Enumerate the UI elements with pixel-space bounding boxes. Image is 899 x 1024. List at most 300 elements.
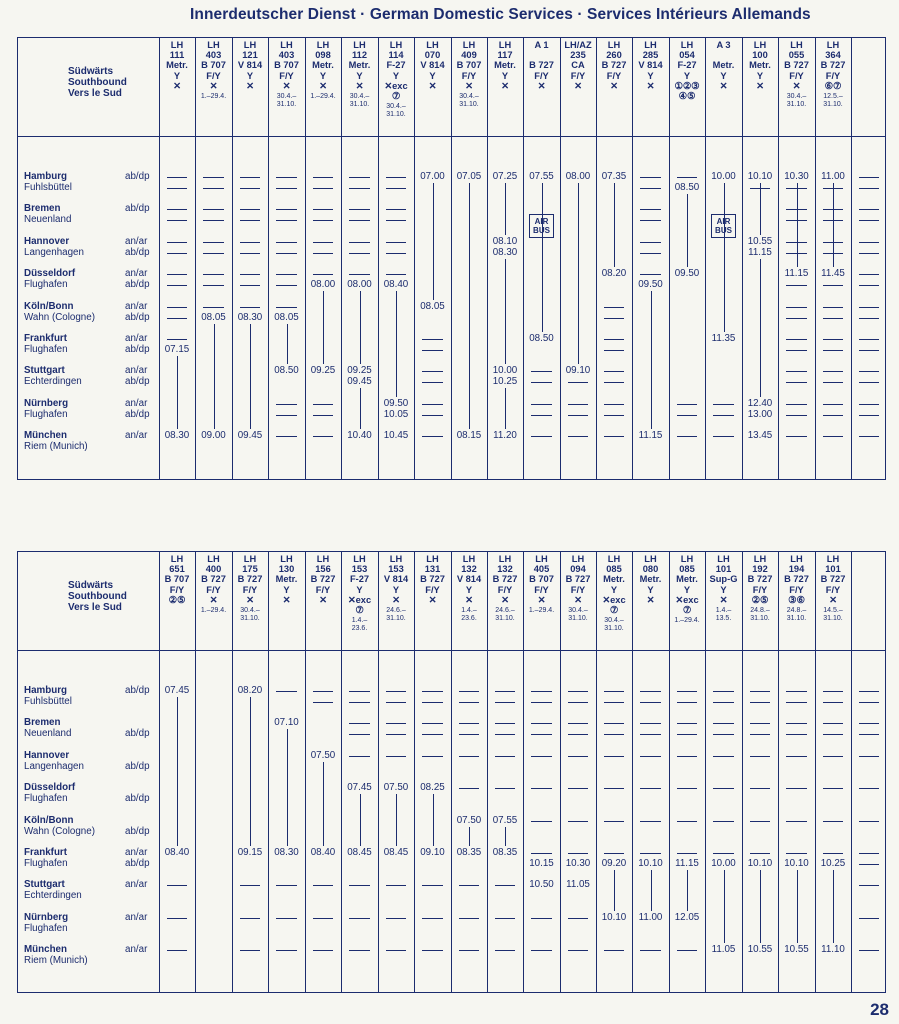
- no-service-dash: [568, 734, 588, 735]
- no-service-dash: [568, 415, 588, 416]
- through-line: [287, 324, 288, 365]
- timetable-2: [17, 551, 886, 993]
- arr-dep-label: ab/dp: [125, 858, 150, 870]
- no-service-dash: [859, 339, 879, 340]
- time-cell: 08.40: [310, 847, 336, 858]
- no-service-dash: [859, 415, 879, 416]
- no-service-dash: [786, 415, 807, 416]
- station-name: [24, 301, 95, 323]
- no-service-dash: [240, 220, 260, 221]
- flight-info: A 1 B 727 F/Y ✕: [529, 40, 554, 91]
- no-service-dash: [313, 950, 333, 951]
- no-service-dash: [786, 404, 807, 405]
- no-service-dash: [167, 885, 187, 886]
- no-service-dash: [677, 821, 697, 822]
- no-service-dash: [823, 734, 843, 735]
- no-service-dash: [531, 436, 552, 437]
- station-city: Hannover: [24, 749, 70, 761]
- column-rule: [305, 552, 306, 992]
- flight-header: [815, 40, 851, 109]
- time-cell: 10.00: [711, 171, 736, 182]
- station-name: [24, 236, 84, 258]
- no-service-dash: [750, 821, 770, 822]
- time-cell: 07.05: [456, 171, 482, 182]
- flight-header: [232, 40, 268, 91]
- validity-dates: 30.4.– 31.10.: [276, 93, 297, 109]
- flight-info: LH 112 Metr. Y ✕: [348, 40, 371, 91]
- station-city: München: [24, 944, 67, 956]
- no-service-dash: [823, 723, 843, 724]
- no-service-dash: [677, 404, 697, 405]
- no-service-dash: [422, 918, 443, 919]
- flight-header: [305, 554, 341, 605]
- no-service-dash: [495, 734, 515, 735]
- no-service-dash: [713, 821, 734, 822]
- no-service-dash: [859, 307, 879, 308]
- arr-dep-label: ab/dp: [125, 279, 150, 291]
- no-service-dash: [677, 756, 697, 757]
- no-service-dash: [203, 274, 224, 275]
- station-name: [24, 815, 95, 837]
- flight-header: [341, 554, 378, 633]
- no-service-dash: [349, 885, 370, 886]
- no-service-dash: [604, 404, 624, 405]
- through-line: [760, 259, 761, 397]
- no-service-dash: [240, 274, 260, 275]
- no-service-dash: [386, 723, 406, 724]
- no-service-dash: [495, 885, 515, 886]
- no-service-dash: [386, 950, 406, 951]
- no-service-dash: [459, 918, 479, 919]
- no-service-dash: [640, 253, 661, 254]
- through-line: [614, 870, 615, 911]
- no-service-dash: [203, 285, 224, 286]
- no-service-dash: [823, 318, 843, 319]
- station-name: [24, 879, 82, 901]
- no-service-dash: [604, 853, 624, 854]
- time-cell: 09.25: [310, 365, 336, 377]
- no-service-dash: [203, 209, 224, 210]
- no-service-dash: [568, 918, 588, 919]
- station-airport: Flughafen: [24, 279, 68, 291]
- time-cell: 08.25: [420, 782, 445, 794]
- through-line: [433, 183, 434, 300]
- column-rule: [414, 38, 415, 479]
- no-service-dash: [640, 177, 661, 178]
- no-service-dash: [568, 950, 588, 951]
- flight-info: LH 153 F-27 Y ✕exc ⑦: [347, 554, 372, 616]
- flight-info: LH 403 B 707 F/Y ✕: [274, 40, 299, 91]
- station-airport: Wahn (Cologne): [24, 825, 95, 837]
- flight-header: [378, 40, 414, 119]
- through-line: [360, 388, 361, 429]
- no-service-dash: [276, 436, 297, 437]
- no-service-dash: [859, 723, 879, 724]
- time-cell: 10.55: [747, 235, 773, 247]
- time-cell: 08.45: [347, 847, 372, 858]
- arr-dep-label: an/ar: [125, 235, 148, 247]
- flight-header: [487, 40, 523, 91]
- no-service-dash: [422, 950, 443, 951]
- arr-dep-label: ab/dp: [125, 203, 150, 215]
- no-service-dash: [313, 274, 333, 275]
- time-cell: 07.55: [492, 814, 518, 826]
- no-service-dash: [640, 734, 661, 735]
- station-name: [24, 847, 68, 869]
- no-service-dash: [422, 404, 443, 405]
- arr-dep-label: an/ar: [125, 911, 148, 923]
- through-line: [760, 183, 761, 235]
- station-name: [24, 717, 71, 739]
- time-cell: 08.20: [237, 685, 263, 696]
- validity-dates: 1.4.– 13.5.: [715, 607, 732, 623]
- no-service-dash: [859, 821, 879, 822]
- no-service-dash: [786, 691, 807, 692]
- flight-info: LH 194 B 727 F/Y ③⑥: [784, 554, 809, 605]
- station-city: Nürnberg: [24, 397, 69, 409]
- column-rule: [851, 38, 852, 479]
- no-service-dash: [531, 918, 552, 919]
- time-cell: 08.40: [164, 847, 190, 858]
- no-service-dash: [203, 220, 224, 221]
- time-cell: 08.30: [274, 847, 299, 858]
- no-service-dash: [313, 918, 333, 919]
- no-service-dash: [713, 436, 734, 437]
- column-rule: [705, 38, 706, 479]
- no-service-dash: [604, 821, 624, 822]
- no-service-dash: [604, 436, 624, 437]
- no-service-dash: [495, 788, 515, 789]
- no-service-dash: [604, 734, 624, 735]
- no-service-dash: [640, 274, 661, 275]
- time-cell: 08.00: [565, 171, 591, 182]
- arr-dep-label: an/ar: [125, 365, 148, 377]
- time-cell: 10.10: [601, 911, 627, 923]
- no-service-dash: [240, 885, 260, 886]
- through-line: [833, 870, 834, 943]
- no-service-dash: [823, 702, 843, 703]
- no-service-dash: [568, 702, 588, 703]
- time-cell: 08.50: [274, 365, 299, 377]
- time-cell: 07.50: [456, 814, 482, 826]
- station-city: Frankfurt: [24, 847, 68, 858]
- time-cell: 08.00: [310, 279, 336, 291]
- no-service-dash: [276, 188, 297, 189]
- time-cell: 12.40: [747, 397, 773, 409]
- no-service-dash: [495, 756, 515, 757]
- column-rule: [632, 552, 633, 992]
- no-service-dash: [167, 950, 187, 951]
- no-service-dash: [276, 285, 297, 286]
- no-service-dash: [859, 382, 879, 383]
- flight-info: LH 130 Metr. Y ✕: [275, 554, 298, 605]
- no-service-dash: [823, 788, 843, 789]
- station-city: Frankfurt: [24, 333, 68, 344]
- validity-dates: 30.4.– 31.10.: [240, 607, 260, 623]
- flight-header: [742, 554, 778, 623]
- flight-header: [195, 40, 232, 101]
- validity-dates: 1.–29.4.: [200, 607, 227, 615]
- time-cell: 08.05: [201, 311, 226, 323]
- no-service-dash: [786, 382, 807, 383]
- time-cell: 10.10: [784, 858, 809, 870]
- time-cell: 07.45: [164, 685, 190, 696]
- no-service-dash: [786, 318, 807, 319]
- no-service-dash: [568, 436, 588, 437]
- no-service-dash: [531, 382, 552, 383]
- time-cell: 07.50: [310, 749, 336, 761]
- time-cell: 10.05: [383, 408, 409, 420]
- no-service-dash: [313, 436, 333, 437]
- no-service-dash: [750, 723, 770, 724]
- flight-header: [669, 554, 705, 625]
- flight-info: LH 070 V 814 Y ✕: [420, 40, 445, 91]
- no-service-dash: [713, 415, 734, 416]
- time-cell: 08.35: [492, 847, 518, 858]
- no-service-dash: [531, 404, 552, 405]
- flight-header: [451, 554, 487, 623]
- station-name: [24, 944, 88, 966]
- station-city: München: [24, 430, 67, 442]
- direction-text: Vers le Sud: [68, 602, 122, 613]
- no-service-dash: [422, 415, 443, 416]
- flight-header: [487, 554, 523, 623]
- time-cell: 09.50: [383, 397, 409, 409]
- through-line: [724, 183, 725, 332]
- column-rule: [632, 38, 633, 479]
- direction-text: Vers le Sud: [68, 88, 122, 99]
- flight-info: LH 403 B 707 F/Y ✕: [201, 40, 226, 91]
- no-service-dash: [859, 371, 879, 372]
- no-service-dash: [750, 734, 770, 735]
- no-service-dash: [459, 885, 479, 886]
- time-cell: 11.00: [638, 911, 663, 923]
- no-service-dash: [276, 404, 297, 405]
- no-service-dash: [459, 788, 479, 789]
- no-service-dash: [677, 436, 697, 437]
- column-rule: [596, 38, 597, 479]
- no-service-dash: [313, 177, 333, 178]
- station-airport: Riem (Munich): [24, 441, 88, 453]
- arr-dep-label: ab/dp: [125, 760, 150, 772]
- no-service-dash: [604, 371, 624, 372]
- no-service-dash: [313, 209, 333, 210]
- column-rule: [414, 552, 415, 992]
- no-service-dash: [713, 702, 734, 703]
- column-rule: [305, 38, 306, 479]
- no-service-dash: [859, 274, 879, 275]
- time-cell: 10.30: [565, 858, 591, 870]
- through-line: [323, 291, 324, 364]
- no-service-dash: [786, 285, 807, 286]
- flight-header: [451, 40, 487, 109]
- station-city: Düsseldorf: [24, 782, 76, 794]
- station-city: Stuttgart: [24, 879, 65, 891]
- no-service-dash: [422, 691, 443, 692]
- through-line: [250, 697, 251, 846]
- through-line: [360, 291, 361, 364]
- no-service-dash: [313, 188, 333, 189]
- time-cell: 09.50: [674, 268, 700, 280]
- column-rule: [523, 38, 524, 479]
- flight-info: LH 400 B 727 F/Y ✕: [201, 554, 226, 605]
- no-service-dash: [495, 702, 515, 703]
- no-service-dash: [386, 885, 406, 886]
- arr-dep-label: ab/dp: [125, 311, 150, 323]
- no-service-dash: [859, 350, 879, 351]
- no-service-dash: [167, 209, 187, 210]
- station-name: [24, 203, 71, 225]
- no-service-dash: [459, 723, 479, 724]
- flight-info: LH 117 Metr. Y ✕: [494, 40, 516, 91]
- through-line: [396, 291, 397, 397]
- no-service-dash: [859, 177, 879, 178]
- no-service-dash: [386, 177, 406, 178]
- station-city: Bremen: [24, 203, 61, 215]
- station-airport: Langenhagen: [24, 760, 84, 772]
- time-cell: 08.50: [674, 182, 700, 194]
- flight-info: LH 651 B 707 F/Y ②⑤: [164, 554, 190, 605]
- through-line: [505, 183, 506, 235]
- validity-dates: 30.4.– 31.10.: [568, 607, 588, 623]
- flight-info: LH 101 B 727 F/Y ✕: [820, 554, 846, 605]
- through-line: [578, 183, 579, 364]
- arr-dep-label: ab/dp: [125, 793, 150, 805]
- validity-dates: 30.4.– 31.10.: [459, 93, 479, 109]
- time-cell: 07.00: [420, 171, 445, 182]
- no-service-dash: [859, 756, 879, 757]
- time-cell: 10.00: [711, 858, 736, 870]
- flight-header: [523, 554, 560, 615]
- flight-info: LH 094 B 727 F/Y ✕: [565, 554, 591, 605]
- no-service-dash: [240, 950, 260, 951]
- no-service-dash: [495, 691, 515, 692]
- no-service-dash: [167, 188, 187, 189]
- flight-info: LH 055 B 727 F/Y ✕: [784, 40, 809, 91]
- column-rule: [560, 38, 561, 479]
- no-service-dash: [203, 242, 224, 243]
- validity-dates: 24.8.– 31.10.: [750, 607, 770, 623]
- no-service-dash: [531, 853, 552, 854]
- no-service-dash: [276, 918, 297, 919]
- no-service-dash: [859, 285, 879, 286]
- time-cell: 11.35: [711, 333, 736, 344]
- page-title: Innerdeutscher Dienst · German Domestic Services · Services Intérieurs Allemands: [190, 6, 811, 23]
- no-service-dash: [386, 274, 406, 275]
- time-cell: 11.20: [493, 430, 517, 442]
- no-service-dash: [167, 253, 187, 254]
- no-service-dash: [240, 209, 260, 210]
- through-line: [433, 794, 434, 846]
- time-cell: 07.10: [274, 717, 299, 729]
- no-service-dash: [677, 853, 697, 854]
- no-service-dash: [786, 734, 807, 735]
- through-line: [797, 183, 798, 267]
- flight-header: [632, 554, 669, 605]
- time-cell: 09.45: [237, 430, 263, 442]
- no-service-dash: [313, 415, 333, 416]
- flight-info: LH 364 B 727 F/Y ⑥⑦: [820, 40, 846, 91]
- no-service-dash: [349, 188, 370, 189]
- no-service-dash: [568, 382, 588, 383]
- flight-header: [705, 40, 742, 91]
- no-service-dash: [386, 242, 406, 243]
- flight-info: LH 111 Metr. Y ✕: [166, 40, 188, 91]
- arr-dep-label: ab/dp: [125, 246, 150, 258]
- flight-info: LH 080 Metr. Y ✕: [639, 554, 662, 605]
- through-line: [505, 388, 506, 429]
- no-service-dash: [786, 371, 807, 372]
- station-city: Stuttgart: [24, 365, 65, 377]
- time-cell: 09.00: [201, 430, 226, 442]
- station-airport: Echterdingen: [24, 376, 82, 388]
- time-cell: 10.55: [784, 944, 809, 956]
- no-service-dash: [604, 318, 624, 319]
- no-service-dash: [167, 918, 187, 919]
- arr-dep-label: an/ar: [125, 397, 148, 409]
- station-airport: Neuenland: [24, 728, 72, 740]
- no-service-dash: [786, 436, 807, 437]
- no-service-dash: [640, 691, 661, 692]
- no-service-dash: [531, 734, 552, 735]
- station-airport: Fuhlsbüttel: [24, 696, 72, 707]
- no-service-dash: [713, 723, 734, 724]
- no-service-dash: [386, 209, 406, 210]
- time-cell: 07.15: [164, 344, 190, 356]
- no-service-dash: [203, 307, 224, 308]
- no-service-dash: [823, 415, 843, 416]
- no-service-dash: [531, 950, 552, 951]
- no-service-dash: [677, 734, 697, 735]
- station-city: Köln/Bonn: [24, 814, 74, 826]
- no-service-dash: [859, 788, 879, 789]
- arr-dep-label: an/ar: [125, 847, 148, 858]
- flight-header: [596, 554, 632, 633]
- time-cell: 12.05: [674, 911, 700, 923]
- no-service-dash: [823, 339, 843, 340]
- no-service-dash: [276, 307, 297, 308]
- time-cell: 10.25: [492, 376, 518, 388]
- flight-info: LH 054 F-27 Y ①②③ ④⑤: [674, 40, 700, 102]
- no-service-dash: [859, 404, 879, 405]
- station-city: Hamburg: [24, 171, 68, 182]
- station-city: Nürnberg: [24, 911, 69, 923]
- station-name: [24, 685, 72, 707]
- no-service-dash: [495, 950, 515, 951]
- through-line: [214, 324, 215, 430]
- no-service-dash: [640, 723, 661, 724]
- no-service-dash: [495, 723, 515, 724]
- no-service-dash: [823, 371, 843, 372]
- station-airport: Echterdingen: [24, 890, 82, 902]
- time-cell: 11.45: [821, 268, 845, 280]
- direction-text: Südwärts: [68, 580, 114, 591]
- time-cell: 10.10: [747, 858, 773, 870]
- no-service-dash: [276, 242, 297, 243]
- flight-header: [268, 40, 305, 109]
- station-name: [24, 365, 82, 387]
- no-service-dash: [640, 209, 661, 210]
- flight-header: [705, 554, 742, 623]
- no-service-dash: [313, 242, 333, 243]
- no-service-dash: [459, 734, 479, 735]
- no-service-dash: [276, 253, 297, 254]
- no-service-dash: [604, 339, 624, 340]
- time-cell: 09.20: [601, 858, 627, 870]
- time-cell: 11.05: [711, 944, 736, 956]
- station-name: [24, 782, 75, 804]
- direction-text: Southbound: [68, 77, 127, 88]
